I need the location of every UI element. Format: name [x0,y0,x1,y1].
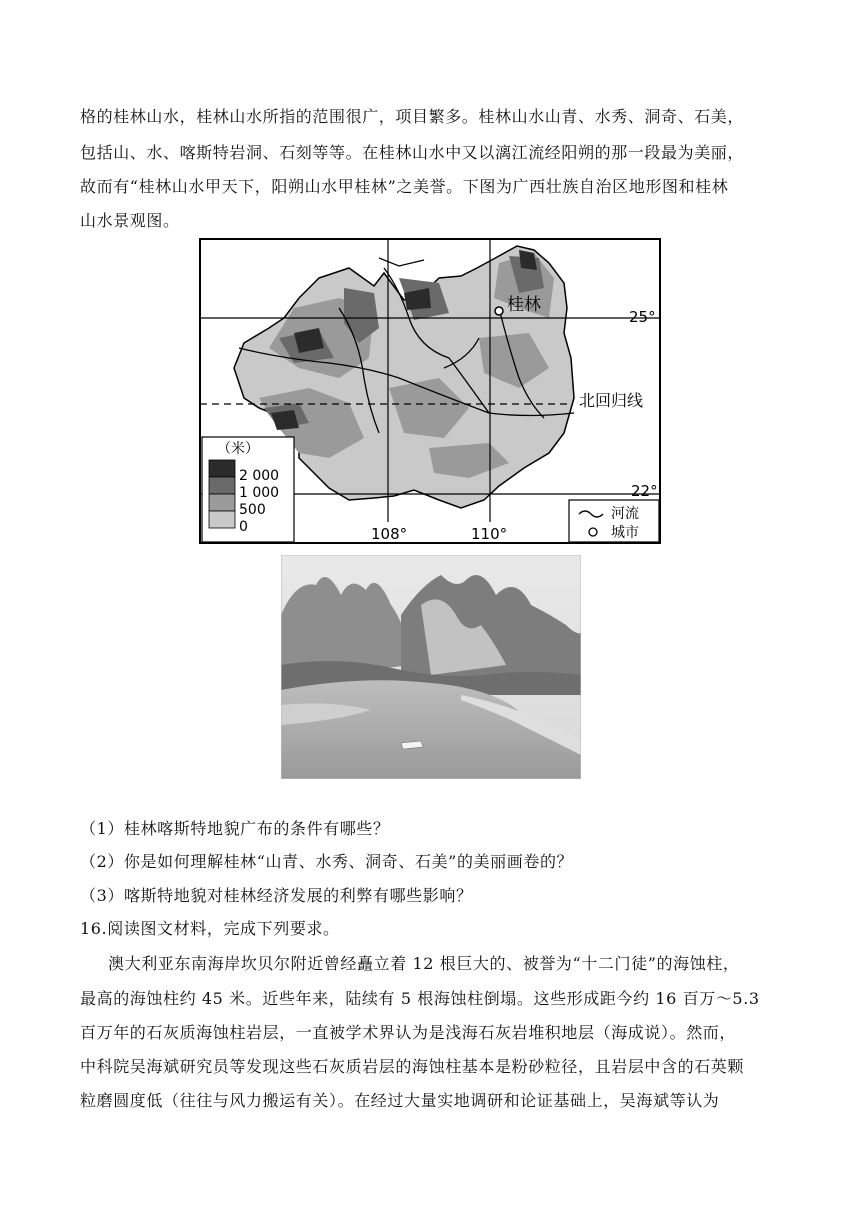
q16-line-4: 中科院吴海斌研究员等发现这些石灰质岩层的海蚀柱基本是粉砂粒径，且岩层中含的石英颗 [80,1057,745,1076]
q16-title: 16.阅读图文材料，完成下列要求。 [80,919,340,938]
legend-swatch-2 [209,494,235,511]
elevation-legend [202,437,294,542]
lat-25-label: 25° [629,308,656,326]
legend-level-1000: 1 000 [239,485,280,501]
legend-swatch-3 [209,511,235,528]
legend-swatch-0 [209,460,235,477]
question-3: （3）喀斯特地貌对桂林经济发展的利弊有哪些影响？ [80,886,473,905]
legend-swatch-1 [209,477,235,494]
city-symbol-icon [589,528,597,536]
intro-line-2: 包括山、水、喀斯特岩洞、石刻等等。在桂林山水中又以漓江流经阳朔的那一段最为美丽， [80,143,745,162]
question-2: （2）你是如何理解桂林“山青、水秀、洞奇、石美”的美丽画卷的？ [80,852,574,871]
q16-line-3: 百万年的石灰质海蚀柱岩层，一直被学术界认为是浅海石灰岩堆积地层（海成说）。然而， [80,1023,737,1042]
lon-110-label: 110° [471,525,508,543]
legend-level-0: 0 [239,519,248,535]
q16-line-2: 最高的海蚀柱约 45 米。近些年来，陆续有 5 根海蚀柱倒塌。这些形成距今约 16 百万～5.3 [80,989,760,1008]
symbol-legend [569,500,659,542]
intro-line-1: 格的桂林山水，桂林山水所指的范围很广，项目繁多。桂林山水山青、水秀、洞奇、石美， [80,107,745,126]
guilin-landscape-photo [281,555,581,779]
q16-line-1: 澳大利亚东南海岸坎贝尔附近曾经矗立着 12 根巨大的、被誉为“十二门徒”的海蚀柱， [108,954,740,973]
lon-108-label: 108° [371,525,408,543]
city-label: 桂林 [507,295,541,315]
legend-level-2000: 2 000 [239,468,280,484]
legend-level-500: 500 [239,502,266,518]
lat-22-label: 22° [631,482,658,500]
city-legend-label: 城市 [611,525,639,541]
tropic-label: 北回归线 [579,391,644,410]
river-legend-label: 河流 [611,506,639,522]
intro-line-4: 山水景观图。 [80,211,180,230]
guangxi-topographic-map [199,238,661,544]
guilin-city-marker [495,307,503,315]
question-1: （1）桂林喀斯特地貌广布的条件有哪些？ [80,819,390,838]
q16-line-5: 粒磨圆度低（往往与风力搬运有关）。在经过大量实地调研和论证基础上，吴海斌等认为 [80,1091,720,1110]
intro-line-3: 故而有“桂林山水甲天下，阳朔山水甲桂林”之美誉。下图为广西壮族自治区地形图和桂林 [80,177,729,196]
elevation-unit: （米） [217,441,259,457]
